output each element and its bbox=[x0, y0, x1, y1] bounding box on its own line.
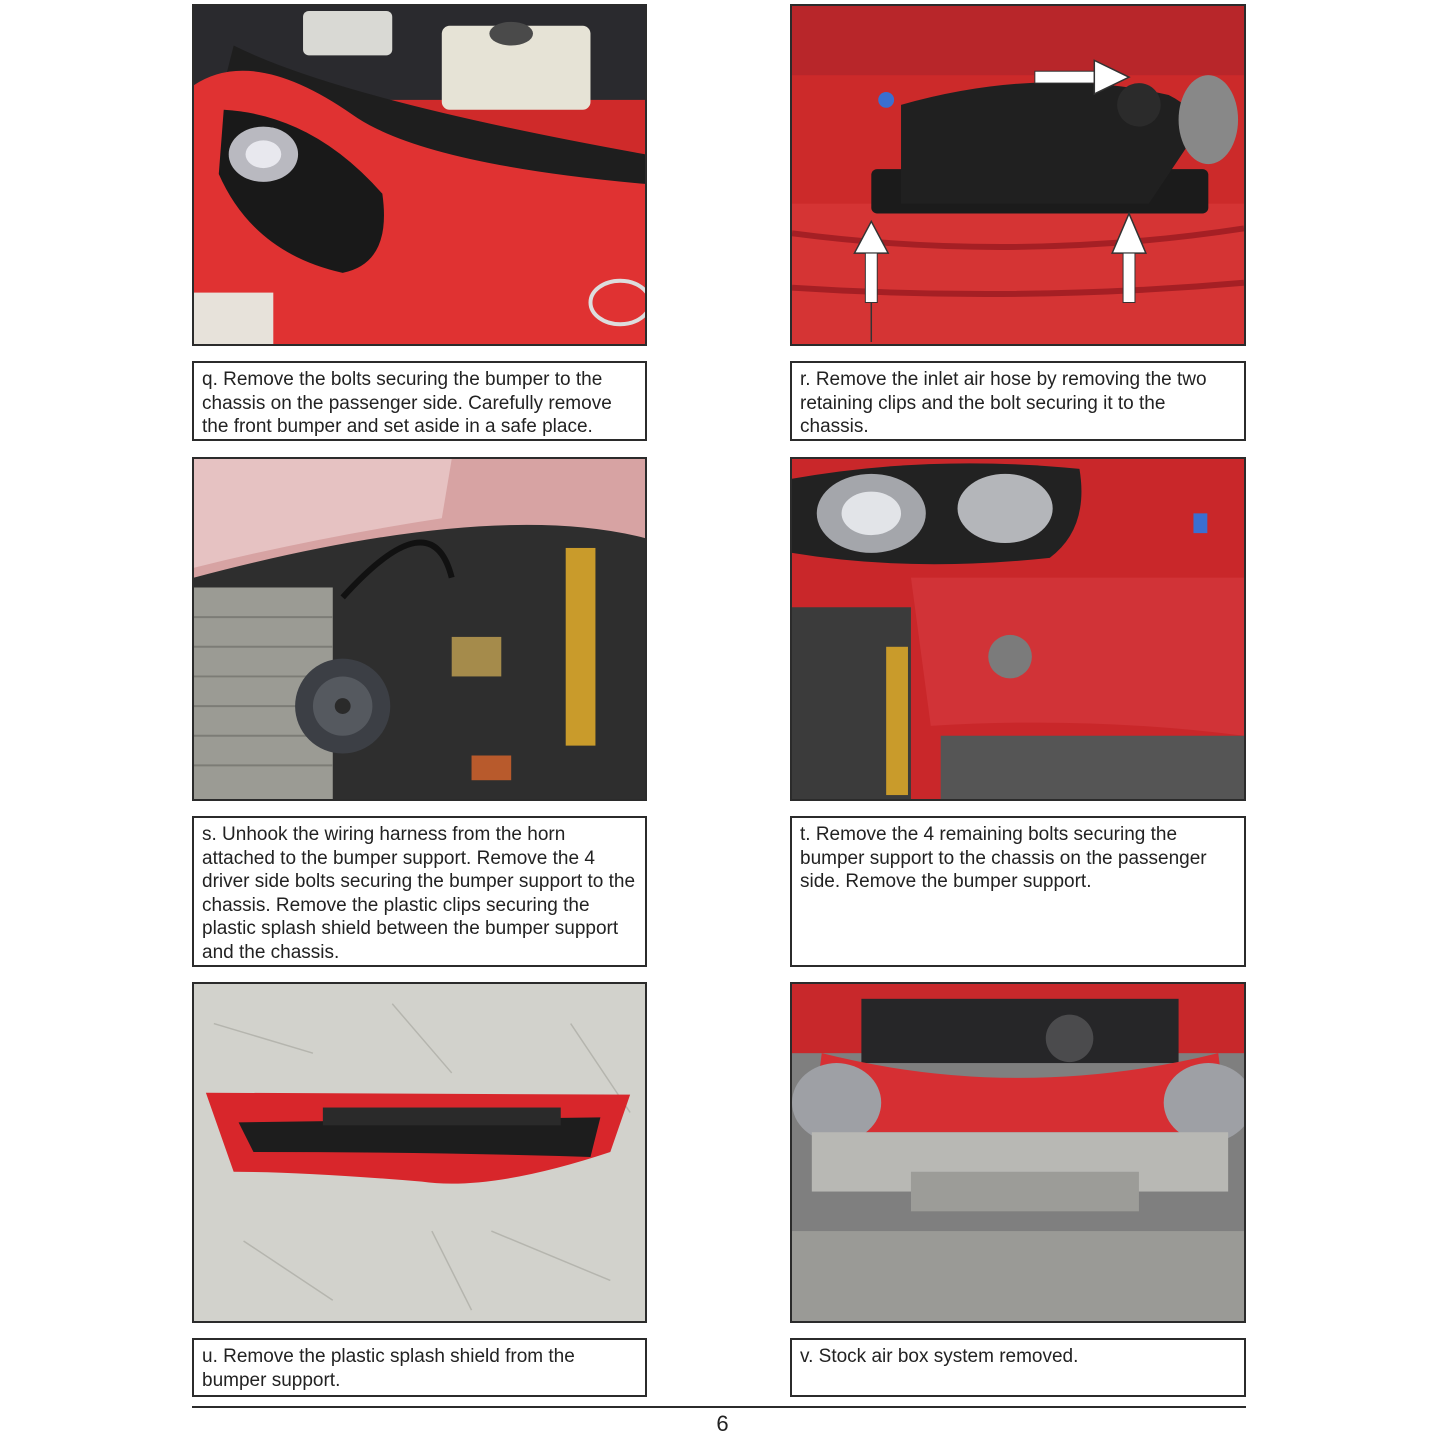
photo-step-t bbox=[790, 457, 1246, 801]
caption-step-s: s. Unhook the wiring harness from the horn attached to the bumper support. Remove the 4 driver side bolts securing the bumper support to the chassis. Remove the plastic clips securing the plastic splash shield between the bumper support and the chassis. bbox=[192, 816, 647, 967]
photo-step-q bbox=[192, 4, 647, 346]
footer-rule bbox=[192, 1406, 1246, 1408]
photo-step-r bbox=[790, 4, 1246, 346]
caption-step-q: q. Remove the bolts securing the bumper to the chassis on the passenger side. Carefully remove the front bumper and set aside in a safe place. bbox=[192, 361, 647, 441]
photo-step-s bbox=[192, 457, 647, 801]
caption-step-u: u. Remove the plastic splash shield from the bumper support. bbox=[192, 1338, 647, 1397]
page-number: 6 bbox=[716, 1411, 729, 1436]
caption-step-t: t. Remove the 4 remaining bolts securing the bumper support to the chassis on the passenger side. Remove the bumper support. bbox=[790, 816, 1246, 967]
photo-step-u bbox=[192, 982, 647, 1323]
caption-step-v: v. Stock air box system removed. bbox=[790, 1338, 1246, 1397]
caption-step-r: r. Remove the inlet air hose by removing the two retaining clips and the bolt securing it to the chassis. bbox=[790, 361, 1246, 441]
photo-step-v bbox=[790, 982, 1246, 1323]
